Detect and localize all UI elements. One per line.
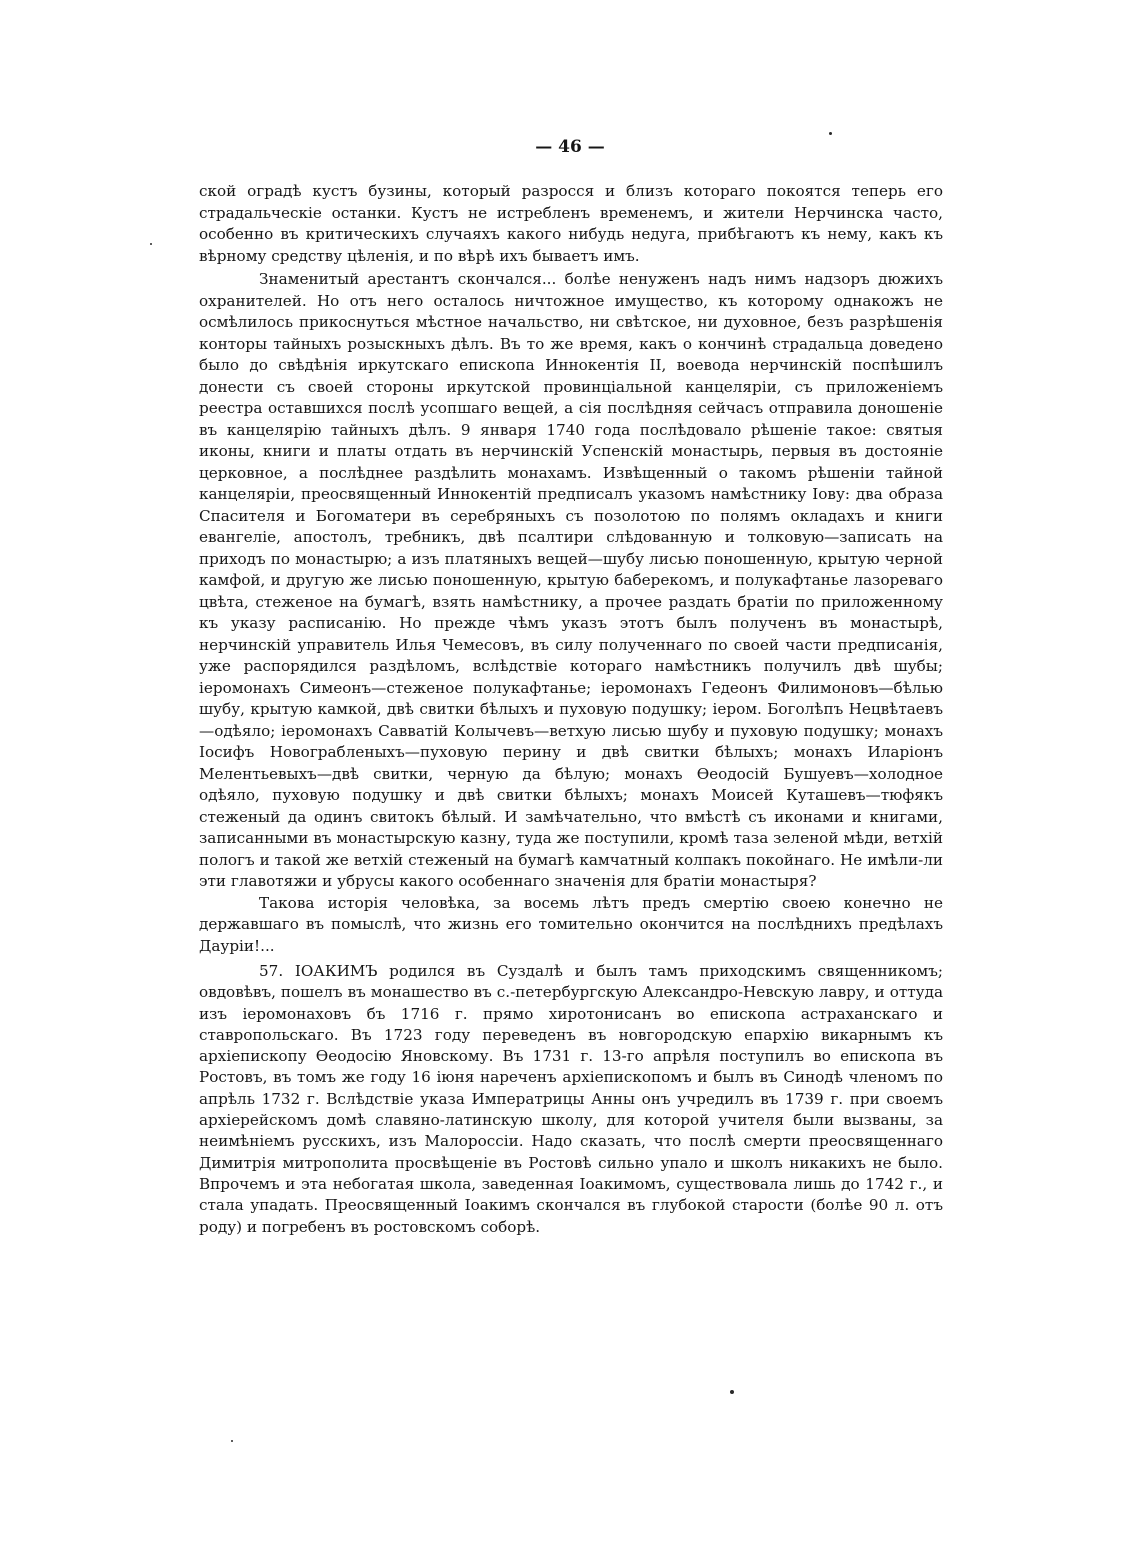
scan-speck <box>829 132 832 135</box>
scan-speck <box>231 1440 233 1442</box>
page-number: — 46 — <box>535 137 605 157</box>
paragraph-history: Такова исторія человѣка, за восемь лѣтъ предъ смертію своею конечно не державшаго въ помыслѣ, что жизнь его томительно окончится на послѣднихъ предѣлахъ Дауріи!... <box>199 893 943 955</box>
paragraph-arrestant: Знаменитый арестантъ скончался... болѣе ненуженъ надъ нимъ надзоръ дюжихъ охранителей. Но отъ него осталось ничтожное имущество, къ которому однакожъ не осмѣлилось прикоснуться мѣстное начальство, ни свѣтское, ни духовное, безъ разрѣшенія конторы тайныхъ розыскныхъ дѣлъ. Въ то же время, какъ о кончинѣ страдальца доведено было до свѣдѣнія иркутскаго епископа Иннокентія II, воевода нерчинскій поспѣшилъ донести съ своей стороны иркутской провинціальной канцеляріи, съ приложеніемъ реестра оставшихся послѣ усопшаго вещей, а сія послѣдняя сейчасъ отправила доношеніе въ канцелярію тайныхъ дѣлъ. 9 января 1740 года послѣдовало рѣшеніе такое: святыя иконы, книги и платы отдать въ нерчинскій Успенскій монастырь, первыя въ достояніе церковное, а послѣднее раздѣлить монахамъ. Извѣщенный о такомъ рѣшеніи тайной канцеляріи, преосвященный Иннокентій предписалъ указомъ намѣстнику Іову: два образа Спасителя и Богоматери въ серебряныхъ съ позолотою по полямъ окладахъ и книги евангеліе, апостолъ, требникъ, двѣ псалтири слѣдованную и толковую—записать на приходъ по монастырю; а изъ платяныхъ вещей—шубу лисью поношенную, крытую черной камфой, и другую же лисью поношенную, крытую баберекомъ, и полукафтанье лазореваго цвѣта, стеженое на бумагѣ, взять намѣстнику, а прочее раздать братіи по приложенному къ указу расписанію. Но прежде чѣмъ указъ этотъ былъ полученъ въ монастырѣ, нерчинскій управитель Илья Чемесовъ, въ силу полученнаго по своей части предписанія, уже распорядился раздѣломъ, вслѣдствіе котораго намѣстникъ получилъ двѣ шубы; іеромонахъ Симеонъ—стеженое полукафтанье; іеромонахъ Гедеонъ Филимоновъ—бѣлью шубу, крытую камкой, двѣ свитки бѣлыхъ и пуховую подушку; іером. Боголѣпъ Нецвѣтаевъ—одѣяло; іеромонахъ Савватій Колычевъ—ветхую лисью шубу и пуховую подушку; монахъ Іосифъ Новограбленыхъ—пуховую перину и двѣ свитки бѣлыхъ; монахъ Иларіонъ Мелентьевыхъ—двѣ свитки, черную да бѣлую; монахъ Ѳеодосій Бушуевъ—холодное одѣяло, пуховую подушку и двѣ свитки бѣлыхъ; монахъ Моисей Куташевъ—тюфякъ стеженый да одинъ свитокъ бѣлый. И замѣчательно, что вмѣстѣ съ иконами и книгами, записанными въ монастырскую казну, туда же поступили, кромѣ таза зеленой мѣди, ветхій пологъ и такой же ветхій стеженый на бумагѣ камчатный колпакъ покойнаго. Не имѣли-ли эти главотяжи и убрусы какого особеннаго значенія для братіи монастыря? <box>199 270 943 890</box>
paragraph-ioakim: 57. ІОАКИМЪ родился въ Суздалѣ и былъ тамъ приходскимъ священникомъ; овдовѣвъ, пошелъ въ монашество въ с.-петербургскую Александро-Невскую лавру, и оттуда изъ іеромонаховъ бъ 1716 г. прямо хиротонисанъ во епископа астраханскаго и ставропольскаго. Въ 1723 году переведенъ въ новгородскую епархію викарнымъ къ архіепископу Ѳеодосію Яновскому. Въ 1731 г. 13-го апрѣля поступилъ во епископа въ Ростовъ, въ томъ же году 16 іюня нареченъ архіепископомъ и былъ въ Синодѣ членомъ по апрѣль 1732 г. Вслѣдствіе указа Императрицы Анны онъ учредилъ въ 1739 г. при своемъ архіерейскомъ домѣ славяно-латинскую школу, для которой учителя были вызваны, за неимѣніемъ русскихъ, изъ Малороссіи. Надо сказать, что послѣ смерти преосвященнаго Димитрія митрополита просвѣщеніе въ Ростовѣ сильно упало и школъ никакихъ не было. Впрочемъ и эта небогатая школа, заведенная Іоакимомъ, существовала лишь до 1742 г., и стала упадать. Преосвященный Іоакимъ скончался въ глубокой старости (болѣе 90 л. отъ роду) и погребенъ въ ростовскомъ соборѣ. <box>199 962 943 1236</box>
scan-speck <box>730 1390 734 1394</box>
paragraph-continuation: ской оградѣ кустъ бузины, который разросся и близъ котораго покоятся теперь его страдальческіе останки. Кустъ не истребленъ временемъ, и жители Нерчинска часто, особенно въ критическихъ случаяхъ какого нибудь недуга, прибѣгаютъ къ нему, какъ къ вѣрному средству цѣленія, и по вѣрѣ ихъ бываетъ имъ. <box>199 182 943 265</box>
scan-speck <box>150 243 152 245</box>
text-body <box>199 181 943 1238</box>
